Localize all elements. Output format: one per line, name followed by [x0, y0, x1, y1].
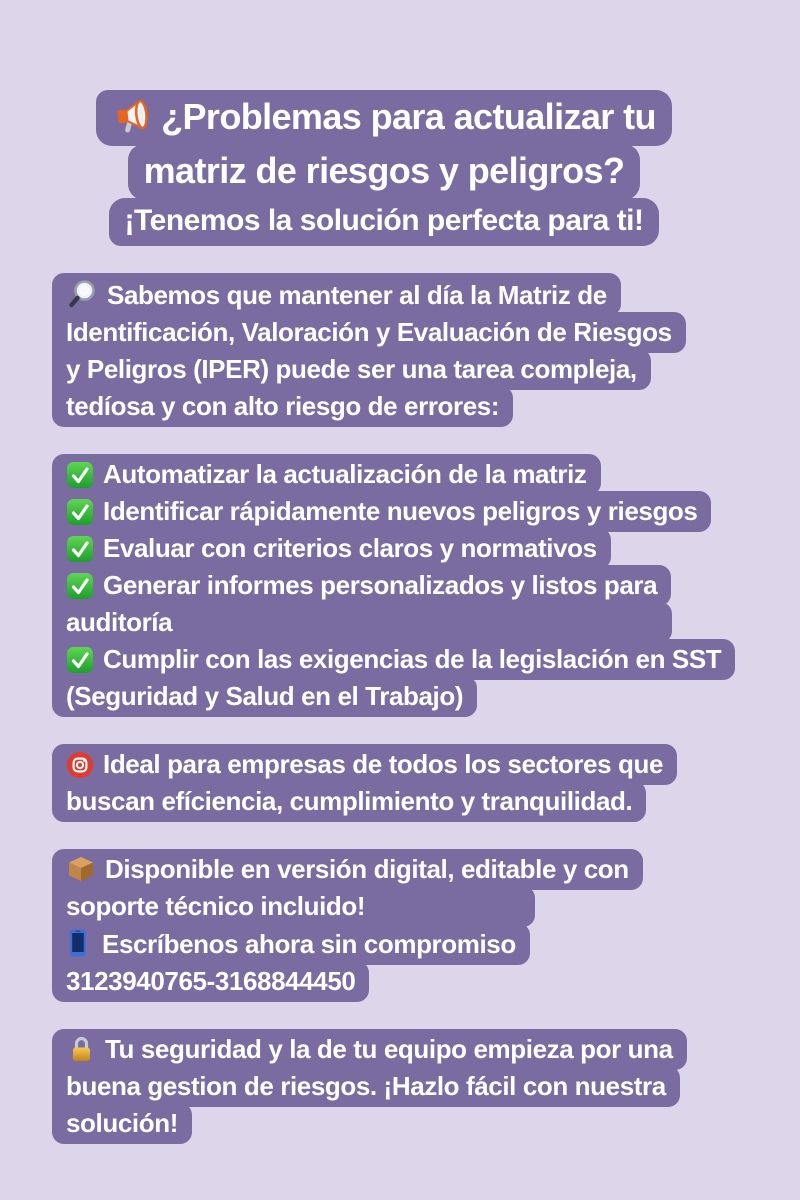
closing-text-2: buena gestion de riesgos. ¡Hazlo fácil con nuestra [66, 1071, 666, 1101]
check-icon [66, 572, 94, 600]
text-bubble [52, 454, 601, 495]
title-line-1 [52, 90, 716, 146]
lock-icon [66, 1034, 96, 1064]
offer-line-2 [52, 886, 800, 927]
checklist-item-3 [52, 528, 800, 569]
text-bubble [52, 781, 646, 822]
closing-text-3: solución! [66, 1108, 178, 1138]
phone-icon [66, 928, 90, 958]
text-bubble [128, 144, 641, 200]
intro-block [52, 273, 800, 427]
closing-line-1 [52, 1029, 800, 1070]
text-bubble [52, 565, 671, 606]
checklist-text-4: Generar informes personalizados y listos para [103, 570, 658, 600]
check-icon [66, 535, 94, 563]
instagram-icon [66, 751, 94, 779]
text-bubble [52, 1066, 680, 1107]
checklist-item-5 [52, 639, 800, 680]
intro-line-4 [52, 386, 800, 427]
closing-line-2 [52, 1066, 800, 1107]
intro-line-2 [52, 312, 800, 353]
text-bubble [52, 386, 513, 427]
offer-line-1 [52, 849, 800, 890]
offer-text-2: soporte técnico incluido! [66, 891, 366, 921]
checklist-item-5-cont [52, 676, 800, 717]
text-bubble [96, 90, 672, 146]
intro-line-1 [52, 273, 800, 316]
checklist-text-3: Evaluar con criterios claros y normativos [103, 533, 597, 563]
intro-line-3 [52, 349, 800, 390]
audience-text-1: Ideal para empresas de todos los sectores que [103, 749, 664, 779]
title-text-1: ¿Problemas para actualizar tu [161, 96, 656, 137]
title-line-3 [52, 198, 716, 246]
title-text-2: matriz de riesgos y peligros? [143, 150, 625, 191]
title-block [52, 90, 716, 246]
intro-text-2: Identificación, Valoración y Evaluación de Riesgos [66, 317, 672, 347]
offer-phone-numbers [52, 961, 800, 1002]
closing-block [52, 1029, 800, 1144]
text-bubble [52, 744, 677, 785]
text-bubble [52, 923, 530, 965]
text-bubble [52, 676, 477, 717]
text-bubble [52, 312, 686, 353]
checklist-text-4-cont: auditoría [66, 607, 173, 637]
checklist-text-5-cont: (Seguridad y Salud en el Trabajo) [66, 681, 464, 711]
intro-text-4: tedíosa y con alto riesgo de errores: [66, 391, 500, 421]
text-bubble [52, 491, 711, 532]
audience-line-2 [52, 781, 800, 822]
offer-block [52, 849, 800, 1002]
audience-text-2: buscan efíciencia, cumplimiento y tranquilidad. [66, 786, 633, 816]
audience-block [52, 744, 800, 822]
closing-line-3 [52, 1103, 800, 1144]
package-icon [66, 854, 96, 884]
intro-text-3: y Peligros (IPER) puede ser una tarea compleja, [66, 354, 637, 384]
text-bubble [52, 849, 643, 890]
magnifier-icon [66, 278, 98, 310]
text-bubble [52, 886, 535, 927]
audience-line-1 [52, 744, 800, 785]
text-bubble [52, 349, 651, 390]
checklist-text-1: Automatizar la actualización de la matriz [103, 459, 587, 489]
text-bubble [52, 1103, 192, 1144]
offer-text-1: Disponible en versión digital, editable y con [105, 854, 629, 884]
text-bubble [109, 198, 660, 246]
text-bubble [52, 528, 611, 569]
text-bubble [52, 961, 369, 1002]
closing-text-1: Tu seguridad y la de tu equipo empieza por una [105, 1034, 673, 1064]
text-bubble [52, 602, 672, 643]
checklist-item-1 [52, 454, 800, 495]
text-bubble [52, 1029, 687, 1070]
checklist-text-2: Identificar rápidamente nuevos peligros y riesgos [103, 496, 698, 526]
check-icon [66, 461, 94, 489]
megaphone-icon [112, 96, 152, 136]
text-bubble [52, 639, 735, 680]
checklist-item-2 [52, 491, 800, 532]
check-icon [66, 646, 94, 674]
title-text-3: ¡Tenemos la solución perfecta para ti! [124, 204, 644, 237]
intro-text-1: Sabemos que mantener al día la Matriz de [107, 280, 607, 310]
text-bubble [52, 273, 621, 316]
checklist-item-4-cont [52, 602, 800, 643]
offer-text-3: Escríbenos ahora sin compromiso [102, 929, 516, 959]
title-line-2 [52, 144, 716, 200]
checklist-block [52, 454, 800, 717]
check-icon [66, 498, 94, 526]
offer-text-4: 3123940765-3168844450 [66, 966, 356, 996]
checklist-item-4 [52, 565, 800, 606]
offer-line-3 [52, 923, 800, 965]
checklist-text-5: Cumplir con las exigencias de la legislación en SST [103, 644, 722, 674]
